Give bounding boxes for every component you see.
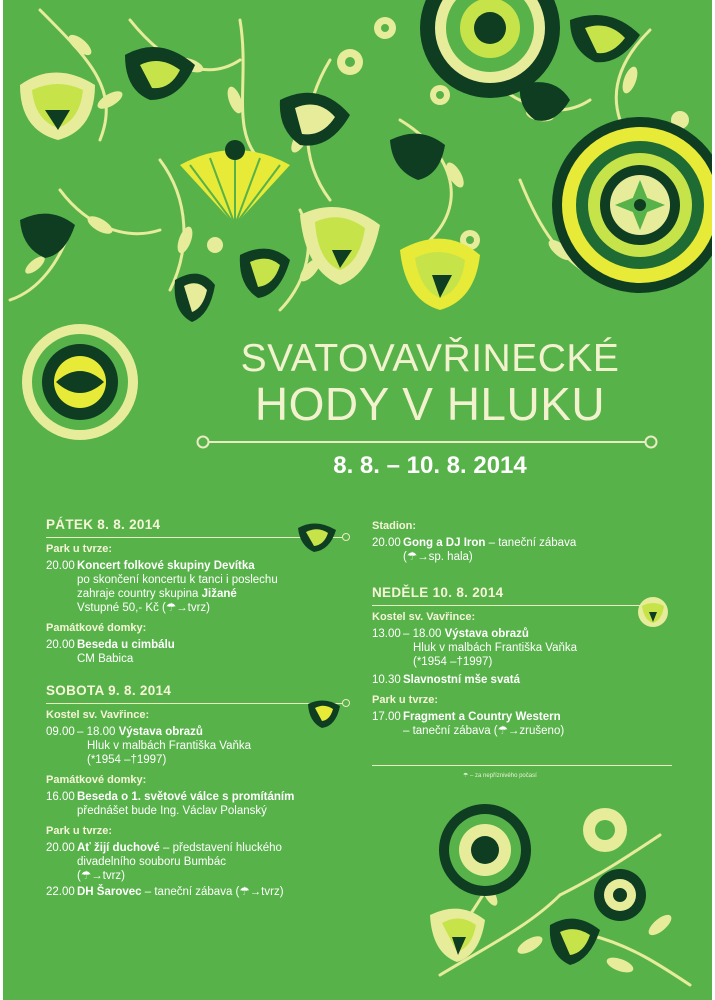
venue-label: Park u tvrze: <box>46 543 113 555</box>
event-item: 20.00 Ať žijí duchové – představení hluckého divadelního souboru Bumbác (☂→tvrz) <box>46 842 282 882</box>
event-item: 17.00 Fragment a Country Western – taneční zábava (☂→zrušeno) <box>372 711 565 737</box>
event-item: 13.00 – 18.00 Výstava obrazů Hluk v malbách Františka Vaňka (*1954 –†1997) <box>372 628 578 668</box>
event-item: 10.30 Slavnostní mše svatá <box>372 674 520 686</box>
venue-label: Kostel sv. Vavřince: <box>372 611 476 623</box>
event-item: 09.00 – 18.00 Výstava obrazů Hluk v malbách Františka Vaňka (*1954 –†1997) <box>46 726 252 766</box>
footnote-divider <box>372 765 672 766</box>
weather-footnote: ☂ – za nepříznivého počasí <box>463 773 537 779</box>
folk-bird-icon <box>634 596 672 628</box>
title-divider <box>196 434 658 450</box>
program-right-column <box>372 519 672 740</box>
event-item: 20.00 Gong a DJ Iron – taneční zábava (☂→sp. hala) <box>372 537 577 563</box>
venue-label: Památkové domky: <box>46 774 147 786</box>
title-line-1: SVATOVAVŘINECKÉ <box>240 337 620 380</box>
venue-label: Památkové domky: <box>46 622 147 634</box>
event-item: 20.00 Koncert folkové skupiny Devítka po skončení koncertu k tanci i poslechu zahraje country skupina Jižané Vstupné 50,- Kč (☂→tvrz) <box>46 560 278 614</box>
folk-flower-icon <box>22 324 138 440</box>
program-left-column <box>46 518 346 901</box>
venue-label: Park u tvrze: <box>46 825 113 837</box>
folk-bird-icon <box>296 520 338 554</box>
folk-ornament-top <box>0 0 715 330</box>
festival-dates: 8. 8. – 10. 8. 2014 <box>333 452 527 479</box>
day-heading-saturday: SOBOTA 9. 8. 2014 <box>46 684 346 698</box>
event-item: 20.00 Beseda u cimbálu CM Babica <box>46 639 175 665</box>
title-line-2: HODY V HLUKU <box>254 378 606 430</box>
folk-tulip-icon <box>20 73 95 141</box>
folk-bird-icon <box>306 698 342 730</box>
event-item: 16.00 Beseda o 1. světové válce s promítáním přednášet bude Ing. Václav Polanský <box>46 791 295 817</box>
folk-ornament-bottom <box>410 795 715 1000</box>
event-item: 22.00 DH Šarovec – taneční zábava (☂→tvrz) <box>46 886 284 898</box>
venue-label: Stadion: <box>372 520 416 532</box>
venue-label: Kostel sv. Vavřince: <box>46 709 150 721</box>
day-heading-friday: PÁTEK 8. 8. 2014 <box>46 518 346 532</box>
carnation-icon <box>180 140 290 225</box>
day-heading-sunday: NEDĚLE 10. 8. 2014 <box>372 586 672 600</box>
venue-label: Park u tvrze: <box>372 694 439 706</box>
